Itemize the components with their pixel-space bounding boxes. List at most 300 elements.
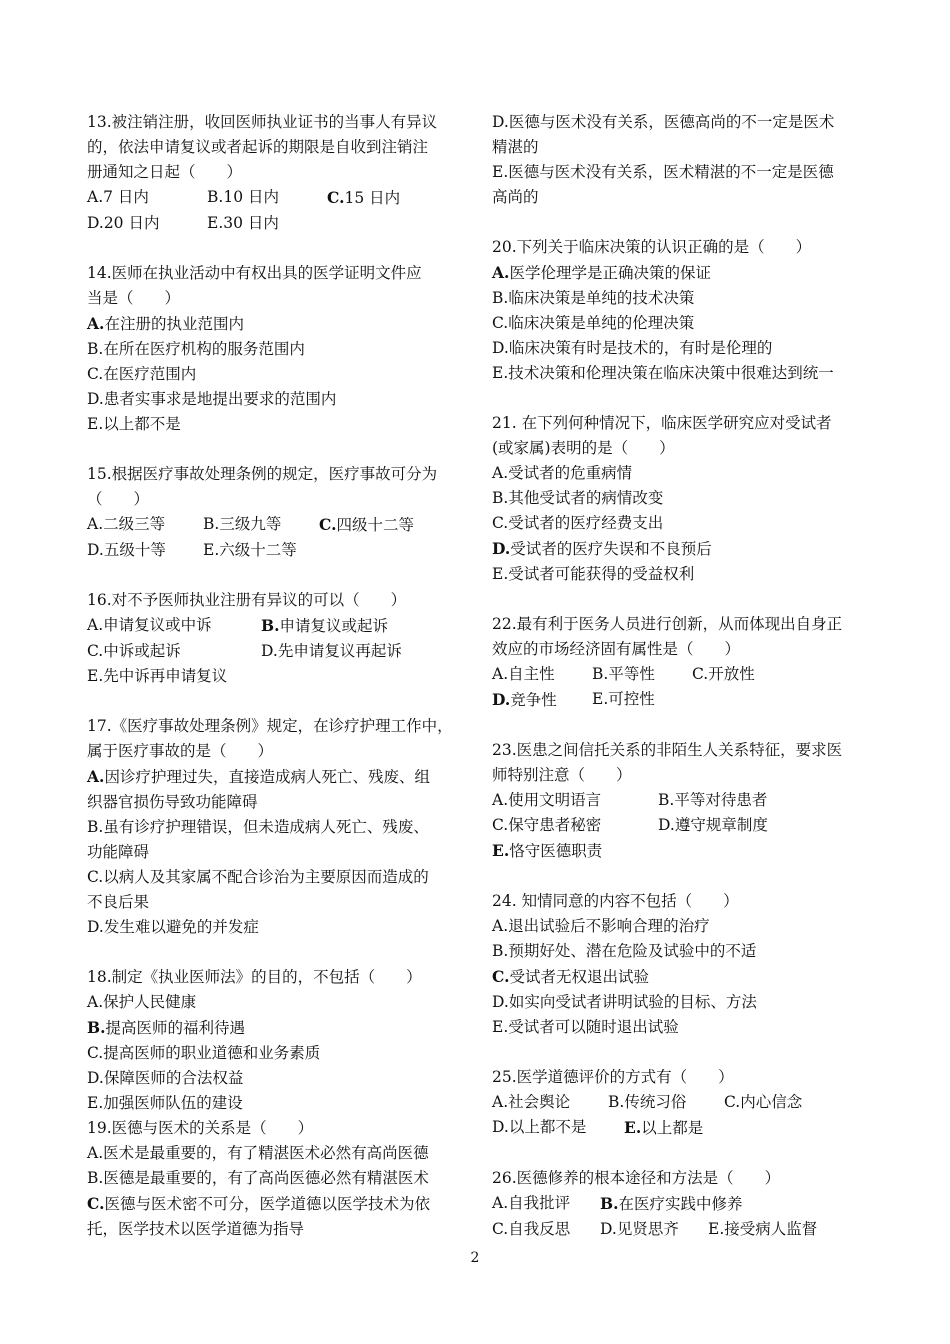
- option-row: [87, 990, 467, 1015]
- answer-option: [87, 1091, 243, 1116]
- option-text: 六级十二等: [219, 541, 297, 559]
- question-stem-line: 26.医德修养的根本途径和方法是（ ）: [492, 1169, 781, 1187]
- option-row: [492, 939, 872, 964]
- option-row: [492, 486, 872, 511]
- question-q25: [492, 1065, 872, 1141]
- answer-option: [492, 536, 712, 562]
- answer-option: [87, 538, 203, 563]
- option-text: 申请复议或中诉: [103, 616, 212, 634]
- option-text: 30 日内: [223, 214, 279, 232]
- answer-option: [87, 840, 149, 865]
- option-text: 保障医师的合法权益: [103, 1069, 244, 1087]
- option-text: 退出试验后不影响合理的治疗: [508, 917, 710, 935]
- option-letter: B.: [87, 340, 104, 358]
- answer-option: [87, 1191, 430, 1217]
- answer-option: [708, 1217, 838, 1242]
- answer-option: [203, 512, 319, 538]
- answer-option: [600, 1191, 780, 1217]
- question-stem-line: 属于医疗事故的是（ ）: [87, 742, 274, 760]
- option-row: [492, 788, 872, 813]
- option-letter: A.: [87, 1144, 104, 1162]
- question-q20: [492, 235, 872, 386]
- option-text: 在医疗范围内: [103, 365, 197, 383]
- option-row: [492, 135, 872, 160]
- option-letter: B.: [608, 1093, 625, 1111]
- option-letter: C.: [87, 1044, 104, 1062]
- option-text: 精湛的: [492, 138, 539, 156]
- answer-option: [87, 639, 261, 664]
- answer-option: [492, 1191, 600, 1217]
- option-row: [492, 160, 872, 185]
- option-letter: E.: [207, 214, 224, 232]
- answer-option: [87, 311, 244, 337]
- question-stem-line: 21. 在下列何种情况下，临床医学研究应对受试者: [492, 414, 832, 432]
- option-text: 见贤思齐: [616, 1220, 679, 1238]
- option-text: 以上都是: [641, 1119, 704, 1137]
- option-letter: D.: [87, 541, 104, 559]
- option-letter: A.: [492, 1093, 509, 1111]
- option-letter: C.: [87, 365, 104, 383]
- answer-option: [658, 788, 828, 813]
- option-text: 传统习俗: [624, 1093, 687, 1111]
- option-letter: C.: [692, 665, 709, 683]
- option-text: 自主性: [508, 665, 555, 683]
- option-letter: A.: [87, 767, 105, 786]
- option-letter: A.: [87, 616, 104, 634]
- question-stem-line: 19.医德与医术的关系是（ ）: [87, 1119, 314, 1137]
- answer-option: [492, 1090, 608, 1115]
- option-row: [492, 838, 872, 864]
- option-text: 受试者的医疗经费支出: [508, 514, 664, 532]
- option-text: 开放性: [708, 665, 755, 683]
- option-letter: A.: [492, 1194, 509, 1212]
- answer-option: [87, 362, 196, 387]
- option-letter: A.: [492, 665, 509, 683]
- question-q15: [87, 462, 467, 563]
- option-text: 在注册的执业范围内: [104, 315, 244, 333]
- answer-option: [87, 512, 203, 538]
- option-letter: D.: [600, 1220, 617, 1238]
- option-letter: B.: [592, 665, 609, 683]
- question-q24: [492, 889, 872, 1040]
- option-text: 不良后果: [87, 893, 150, 911]
- option-row: [492, 260, 872, 286]
- option-text: 社会舆论: [508, 1093, 571, 1111]
- option-row: [492, 110, 872, 135]
- question-stem-line: 当是（ ）: [87, 289, 181, 307]
- option-row: [87, 840, 467, 865]
- option-letter: C.: [492, 514, 509, 532]
- option-text: 受试者的危重病情: [508, 464, 633, 482]
- answer-option: [492, 813, 658, 838]
- option-text: 发生难以避免的并发症: [103, 918, 259, 936]
- question-q13: [87, 110, 467, 236]
- option-text: 医术是最重要的，有了精湛医术必然有高尚医德: [103, 1144, 429, 1162]
- answer-option: [492, 788, 658, 813]
- option-text: 受试者可以随时退出试验: [508, 1018, 679, 1036]
- option-text: 以上都不是: [508, 1118, 587, 1136]
- option-text: 自我批评: [508, 1194, 571, 1212]
- answer-option: [207, 185, 327, 211]
- answer-option: [492, 185, 539, 210]
- answer-option: [658, 813, 828, 838]
- option-letter: D.: [492, 539, 511, 558]
- question-q23: [492, 738, 872, 864]
- option-row: [87, 211, 467, 236]
- question-stem-line: 25.医学道德评价的方式有（ ）: [492, 1068, 734, 1086]
- question-stem-line: 效应的市场经济固有属性是（ ）: [492, 640, 741, 658]
- answer-option: [87, 815, 429, 840]
- answer-option: [492, 135, 539, 160]
- right-column: [492, 110, 872, 1267]
- option-letter: E.: [708, 1220, 725, 1238]
- answer-option: [87, 890, 149, 915]
- option-letter: A.: [492, 917, 509, 935]
- option-text: 临床决策有时是技术的，有时是伦理的: [508, 339, 773, 357]
- option-row: [87, 185, 467, 211]
- option-text: 使用文明语言: [508, 791, 602, 809]
- option-row: [87, 664, 467, 689]
- option-letter: B.: [87, 1018, 106, 1037]
- option-text: 其他受试者的病情改变: [508, 489, 664, 507]
- option-row: [87, 1015, 467, 1041]
- option-letter: D.: [492, 1118, 509, 1136]
- option-text: 患者实事求是地提出要求的范围内: [103, 390, 337, 408]
- option-text: 受试者的医疗失误和不良预后: [510, 540, 712, 558]
- option-row: [492, 1217, 872, 1242]
- option-row: [492, 1015, 872, 1040]
- answer-option: [319, 512, 449, 538]
- option-letter: C.: [724, 1093, 741, 1111]
- option-text: 中诉或起诉: [103, 642, 181, 660]
- option-letter: E.: [87, 1094, 104, 1112]
- option-letter: B.: [203, 515, 220, 533]
- option-text: 三级九等: [219, 515, 282, 533]
- option-text: 医德与医术没有关系，医德高尚的不一定是医术: [508, 113, 835, 131]
- option-text: 先中诉再申请复议: [103, 667, 228, 685]
- option-text: 保守患者秘密: [508, 816, 602, 834]
- option-letter: C.: [492, 816, 509, 834]
- option-text: 五级十等: [103, 541, 166, 559]
- answer-option: [87, 1015, 245, 1041]
- option-row: [492, 687, 872, 713]
- option-letter: E.: [492, 1018, 509, 1036]
- question-q26: [492, 1166, 872, 1242]
- option-text: 以上都不是: [103, 415, 181, 433]
- answer-option: [87, 1217, 304, 1242]
- answer-option: [87, 412, 181, 437]
- question-q22: [492, 612, 872, 713]
- answer-option: [261, 613, 431, 639]
- answer-option: [492, 110, 834, 135]
- answer-option: [692, 662, 792, 687]
- question-stem-line: 14.医师在执业活动中有权出具的医学证明文件应: [87, 264, 422, 282]
- question-q14: [87, 261, 467, 437]
- question-stem-line: 册通知之日起（ ）: [87, 163, 243, 181]
- option-text: 功能障碍: [87, 843, 150, 861]
- option-text: 在所在医疗机构的服务范围内: [103, 340, 305, 358]
- answer-option: [87, 185, 207, 211]
- answer-option: [87, 1041, 320, 1066]
- option-text: 技术决策和伦理决策在临床决策中很难达到统一: [508, 364, 834, 382]
- answer-option: [492, 838, 602, 864]
- answer-option: [87, 915, 259, 940]
- question-stem-line: 师特别注意（ ）: [492, 766, 632, 784]
- option-letter: B.: [658, 791, 675, 809]
- question-stem-line: (或家属)表明的是（ ）: [492, 439, 675, 457]
- option-text: 遵守规章制度: [674, 816, 768, 834]
- page-number: 2: [470, 1250, 480, 1266]
- option-text: 平等性: [608, 665, 655, 683]
- option-letter: D.: [87, 1069, 104, 1087]
- option-letter: B.: [492, 942, 509, 960]
- option-letter: B.: [600, 1194, 619, 1213]
- option-letter: C.: [87, 642, 104, 660]
- option-text: 自我反思: [508, 1220, 571, 1238]
- option-row: [87, 1217, 467, 1242]
- question-stem-line: 的，依法申请复议或者起诉的期限是自收到注销注: [87, 138, 429, 156]
- option-row: [492, 361, 872, 386]
- option-text: 以病人及其家属不配合诊治为主要原因而造成的: [103, 868, 429, 886]
- option-letter: D.: [87, 390, 104, 408]
- answer-option: [608, 1090, 724, 1115]
- answer-option: [492, 511, 663, 536]
- option-text: 平等对待患者: [674, 791, 768, 809]
- option-letter: C.: [87, 1194, 105, 1213]
- option-letter: E.: [492, 841, 510, 860]
- option-letter: A.: [87, 515, 104, 533]
- option-row: [87, 412, 467, 437]
- option-letter: D.: [87, 214, 104, 232]
- option-row: [87, 764, 467, 790]
- option-text: 提高医师的福利待遇: [105, 1019, 246, 1037]
- option-row: [87, 613, 467, 639]
- option-text: 20 日内: [103, 214, 160, 232]
- answer-option: [87, 337, 305, 362]
- question-q16: [87, 588, 467, 689]
- option-letter: C.: [492, 1220, 509, 1238]
- option-letter: C.: [319, 515, 337, 534]
- option-letter: C.: [492, 314, 509, 332]
- option-row: [87, 1066, 467, 1091]
- option-text: 受试者无权退出试验: [509, 968, 649, 986]
- option-row: [87, 362, 467, 387]
- option-text: 7 日内: [103, 188, 149, 206]
- question-stem-line: 17.《医疗事故处理条例》规定，在诊疗护理工作中，: [87, 717, 453, 735]
- option-letter: E.: [492, 163, 509, 181]
- option-letter: A.: [492, 263, 510, 282]
- answer-option: [203, 538, 333, 563]
- answer-option: [492, 990, 757, 1015]
- answer-option: [261, 639, 431, 664]
- option-text: 加强医师队伍的建设: [103, 1094, 243, 1112]
- option-text: 临床决策是单纯的技术决策: [508, 289, 695, 307]
- question-stem-line: 24. 知情同意的内容不包括（ ）: [492, 892, 739, 910]
- answer-option: [492, 662, 592, 687]
- option-text: 临床决策是单纯的伦理决策: [508, 314, 695, 332]
- answer-option: [600, 1217, 708, 1242]
- option-letter: D.: [87, 918, 104, 936]
- answer-option: [87, 764, 430, 790]
- option-text: 15 日内: [344, 189, 401, 207]
- answer-option: [492, 286, 694, 311]
- option-row: [492, 311, 872, 336]
- option-letter: C.: [327, 188, 345, 207]
- option-text: 预期好处、潜在危险及试验中的不适: [508, 942, 757, 960]
- option-text: 织器官损伤导致功能障碍: [87, 793, 258, 811]
- option-row: [492, 461, 872, 486]
- answer-option: [492, 1015, 679, 1040]
- option-letter: E.: [203, 541, 220, 559]
- answer-option: [87, 1066, 243, 1091]
- answer-option: [492, 1217, 600, 1242]
- option-text: 虽有诊疗护理错误，但未造成病人死亡、残废、: [103, 818, 429, 836]
- option-letter: D.: [492, 113, 509, 131]
- question-stem-line: 20.下列关于临床决策的认识正确的是（ ）: [492, 238, 812, 256]
- option-row: [87, 915, 467, 940]
- option-row: [492, 1191, 872, 1217]
- answer-option: [207, 211, 327, 236]
- option-row: [492, 511, 872, 536]
- option-text: 托，医学技术以医学道德为指导: [87, 1220, 305, 1238]
- option-row: [492, 562, 872, 587]
- option-row: [492, 813, 872, 838]
- question-stem-line: 13.被注销注册，收回医师执业证书的当事人有异议: [87, 113, 438, 131]
- option-row: [492, 286, 872, 311]
- answer-option: [87, 1166, 429, 1191]
- question-q21: [492, 411, 872, 587]
- option-text: 保护人民健康: [103, 993, 197, 1011]
- option-text: 接受病人监督: [724, 1220, 818, 1238]
- option-row: [492, 1090, 872, 1115]
- option-letter: B.: [87, 818, 104, 836]
- option-letter: D.: [492, 339, 509, 357]
- option-row: [492, 990, 872, 1015]
- question-q19: [87, 1116, 467, 1242]
- answer-option: [87, 790, 258, 815]
- option-text: 先申请复议再起诉: [277, 642, 402, 660]
- option-letter: B.: [492, 289, 509, 307]
- option-text: 二级三等: [103, 515, 166, 533]
- option-letter: D.: [492, 690, 511, 709]
- option-text: 受试者可能获得的受益权利: [508, 565, 695, 583]
- option-text: 恪守医德职责: [509, 842, 603, 860]
- left-column: [87, 110, 467, 1267]
- answer-option: [327, 185, 447, 211]
- option-letter: E.: [492, 565, 509, 583]
- option-row: [87, 538, 467, 563]
- question-stem-line: 15.根据医疗事故处理条例的规定，医疗事故可分为: [87, 465, 438, 483]
- option-letter: A.: [87, 314, 105, 333]
- option-row: [492, 185, 872, 210]
- option-row: [87, 311, 467, 337]
- option-row: [87, 890, 467, 915]
- answer-option: [87, 664, 227, 689]
- question-q17: [87, 714, 467, 940]
- answer-option: [87, 211, 207, 236]
- option-row: [492, 336, 872, 361]
- question-q18: [87, 965, 467, 1116]
- option-letter: B.: [87, 1169, 104, 1187]
- option-row: [492, 662, 872, 687]
- option-text: 医德与医术没有关系，医术精湛的不一定是医德: [508, 163, 834, 181]
- option-letter: C.: [492, 967, 510, 986]
- option-letter: E.: [87, 415, 104, 433]
- option-row: [87, 1091, 467, 1116]
- answer-option: [87, 387, 336, 412]
- option-letter: A.: [492, 464, 509, 482]
- option-text: 医德与医术密不可分，医学道德以医学技术为依: [104, 1195, 430, 1213]
- answer-option: [492, 311, 694, 336]
- option-letter: A.: [492, 791, 509, 809]
- answer-option: [492, 914, 710, 939]
- answer-option: [87, 1141, 429, 1166]
- answer-option: [592, 662, 692, 687]
- option-text: 在医疗实践中修养: [618, 1195, 743, 1213]
- option-text: 竞争性: [510, 691, 557, 709]
- option-letter: C.: [87, 868, 104, 886]
- option-row: [87, 790, 467, 815]
- question-q19-cont: [492, 110, 872, 210]
- answer-option: [492, 336, 772, 361]
- question-stem-line: 16.对不予医师执业注册有异议的可以（ ）: [87, 591, 407, 609]
- option-letter: D.: [658, 816, 675, 834]
- answer-option: [724, 1090, 840, 1115]
- question-stem-line: 22.最有利于医务人员进行创新，从而体现出自身正: [492, 615, 843, 633]
- option-letter: A.: [87, 188, 104, 206]
- option-letter: E.: [592, 690, 609, 708]
- option-text: 医德是最重要的，有了高尚医德必然有精湛医术: [103, 1169, 429, 1187]
- option-row: [87, 1191, 467, 1217]
- option-row: [492, 914, 872, 939]
- answer-option: [492, 160, 834, 185]
- option-letter: E.: [87, 667, 104, 685]
- option-row: [87, 1041, 467, 1066]
- option-row: [492, 1115, 872, 1141]
- option-row: [87, 815, 467, 840]
- answer-option: [492, 687, 592, 713]
- option-letter: A.: [87, 993, 104, 1011]
- answer-option: [492, 361, 834, 386]
- option-letter: D.: [492, 993, 509, 1011]
- question-stem-line: 23.医患之间信托关系的非陌生人关系特征，要求医: [492, 741, 843, 759]
- option-letter: B.: [207, 188, 224, 206]
- answer-option: [492, 1115, 624, 1141]
- answer-option: [87, 865, 429, 890]
- option-row: [87, 1166, 467, 1191]
- option-text: 如实向受试者讲明试验的目标、方法: [508, 993, 757, 1011]
- answer-option: [492, 260, 711, 286]
- option-letter: B.: [492, 489, 509, 507]
- option-text: 提高医师的职业道德和业务素质: [103, 1044, 321, 1062]
- option-letter: B.: [261, 616, 280, 635]
- option-text: 申请复议或起诉: [279, 617, 389, 635]
- answer-option: [492, 939, 756, 964]
- answer-option: [624, 1115, 740, 1141]
- question-stem-line: （ ）: [87, 490, 150, 508]
- option-letter: E.: [624, 1118, 642, 1137]
- option-text: 因诊疗护理过失，直接造成病人死亡、残废、组: [104, 768, 430, 786]
- option-row: [492, 536, 872, 562]
- option-letter: D.: [261, 642, 278, 660]
- option-letter: E.: [492, 364, 509, 382]
- question-stem-line: 18.制定《执业医师法》的目的，不包括（ ）: [87, 968, 422, 986]
- option-text: 10 日内: [223, 188, 279, 206]
- option-row: [492, 964, 872, 990]
- answer-option: [492, 964, 649, 990]
- option-text: 高尚的: [492, 188, 539, 206]
- option-row: [87, 865, 467, 890]
